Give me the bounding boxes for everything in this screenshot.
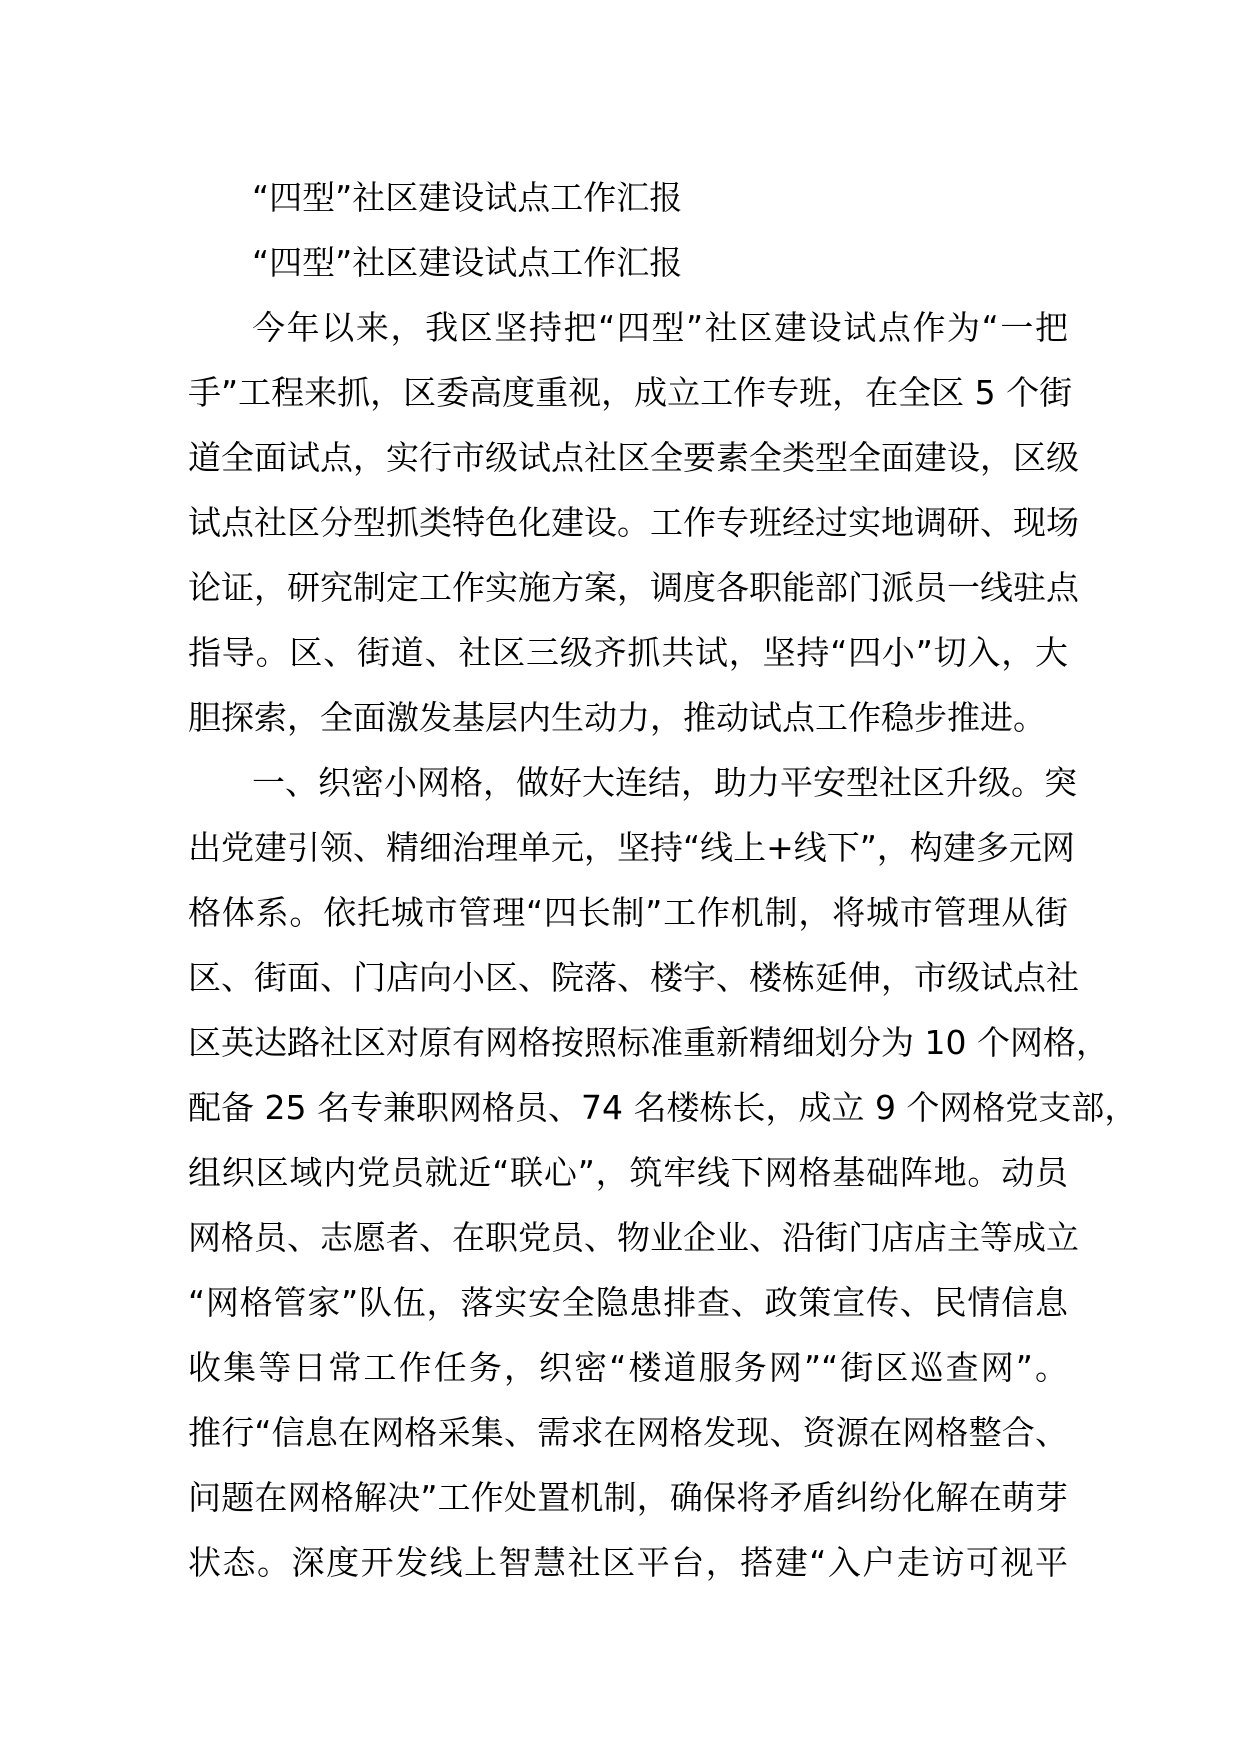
paragraph-1-line: 手”工程来抓，区委高度重视，成立工作专班，在全区 5 个街: [188, 373, 1073, 412]
paragraph-2-line: 格体系。依托城市管理“四长制”工作机制，将城市管理从街: [188, 893, 1068, 932]
paragraph-1-line: 胆探索，全面激发基层内生动力，推动试点工作稳步推进。: [188, 698, 1046, 737]
paragraph-2-line: 组织区域内党员就近“联心”，筑牢线下网格基础阵地。动员: [188, 1153, 1068, 1192]
paragraph-1-line: 试点社区分型抓类特色化建设。工作专班经过实地调研、现场: [188, 503, 1079, 542]
paragraph-2-line: “网格管家”队伍，落实安全隐患排查、政策宣传、民情信息: [188, 1283, 1068, 1322]
paragraph-1-line: 指导。区、街道、社区三级齐抓共试，坚持“四小”切入，大: [188, 633, 1068, 672]
document-body: [188, 165, 1138, 1595]
document-title: “四型”社区建设试点工作汇报: [252, 178, 683, 217]
document-subtitle: “四型”社区建设试点工作汇报: [252, 243, 683, 282]
paragraph-2-line: 一、织密小网格，做好大连结，助力平安型社区升级。突: [252, 763, 1077, 802]
paragraph-1-line: 论证，研究制定工作实施方案，调度各职能部门派员一线驻点: [188, 568, 1079, 607]
paragraph-2-line: 状态。深度开发线上智慧社区平台，搭建“入户走访可视平: [188, 1543, 1068, 1582]
paragraph-2-line: 区、街面、门店向小区、院落、楼宇、楼栋延伸，市级试点社: [188, 958, 1079, 997]
paragraph-1-line: 道全面试点，实行市级试点社区全要素全类型全面建设，区级: [188, 438, 1079, 477]
paragraph-2-line: 收集等日常工作任务，织密“楼道服务网”“街区巡查网”。: [188, 1348, 1068, 1387]
paragraph-2-line: 出党建引领、精细治理单元，坚持“线上+线下”，构建多元网: [188, 828, 1075, 867]
paragraph-2-line: 配备 25 名专兼职网格员、74 名楼栋长，成立 9 个网格党支部，: [188, 1088, 1138, 1127]
paragraph-2-line: 区英达路社区对原有网格按照标准重新精细划分为 10 个网格，: [188, 1023, 1109, 1062]
paragraph-1-line: 今年以来，我区坚持把“四型”社区建设试点作为“一把: [252, 308, 1068, 347]
paragraph-2-line: 推行“信息在网格采集、需求在网格发现、资源在网格整合、: [188, 1413, 1068, 1452]
paragraph-2-line: 网格员、志愿者、在职党员、物业企业、沿街门店店主等成立: [188, 1218, 1079, 1257]
paragraph-2-line: 问题在网格解决”工作处置机制，确保将矛盾纠纷化解在萌芽: [188, 1478, 1068, 1517]
